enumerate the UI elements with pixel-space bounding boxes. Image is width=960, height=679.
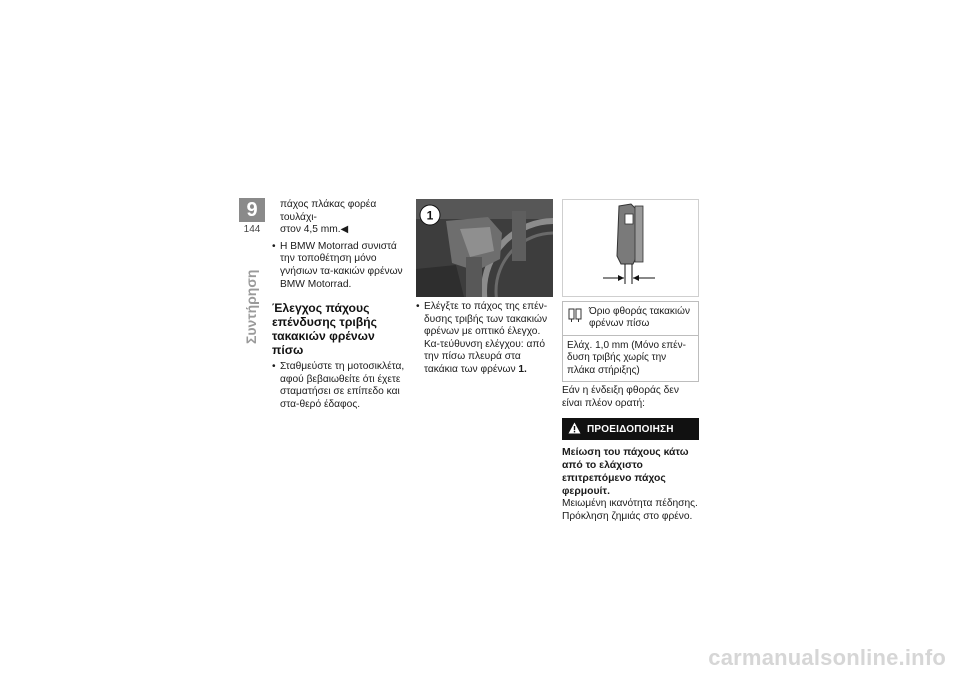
intro-text-line2: στον 4,5 mm.◀ <box>280 224 349 236</box>
wear-limit-header-row <box>563 302 698 335</box>
park-bullet: • Σταθμεύστε τη μοτοσικλέτα, αφού βεβαιωθείτε ότι έχετε σταματήσει σε επίπεδο και στα-θερό έδαφος. <box>272 361 408 411</box>
brake-pad-wear-diagram <box>562 199 699 297</box>
watermark-text: carmanualsonline.info <box>708 645 946 670</box>
warning-title: Μείωση του πάχους κάτω από το ελάχιστο επιτρεπόμενο πάχος φερμουίτ. <box>562 447 689 497</box>
warning-triangle-icon <box>568 422 581 437</box>
warning-text: Μειωμένη ικανότητα πέδησης. Πρόκληση ζημιάς στο φρένο. <box>562 498 698 522</box>
chapter-side-title: Συντήρηση <box>243 269 259 344</box>
recommend-bullet: • Η BMW Motorrad συνιστά την τοποθέτηση μόνο γνήσιων τα-κακιών φρένων BMW Motorrad. <box>272 241 408 291</box>
photo-marker-label: 1 <box>426 208 434 223</box>
warning-label: ΠΡΟΕΙΔΟΠΟΙΗΣΗ <box>587 423 674 435</box>
warning-bar <box>562 418 699 440</box>
check-bullet-ref: 1. <box>518 363 527 375</box>
check-bullet: • Ελέγξτε το πάχος της επέν-δυσης τριβής των τακακιών φρένων με οπτικό έλεγχο. Κα-τεύθυνση ελέγχου: από την πίσω πλευρά στα τακάκια των φρένων 1. <box>416 301 553 377</box>
intro-text-line1: πάχος πλάκας φορέα τουλάχι- <box>280 199 377 223</box>
brake-pad-diagram-illustration <box>563 200 698 296</box>
column-1 <box>272 199 408 412</box>
brake-caliper-photo <box>416 199 553 297</box>
wear-limit-value-row: Ελάχ. 1,0 mm (Μόνο επέν-δυση τριβής χωρίς την πλάκα στήριξης) <box>563 335 698 381</box>
wear-limit-title: Όριο φθοράς τακακιών φρένων πίσω <box>589 306 690 330</box>
after-table-text: Εάν η ένδειξη φθοράς δεν είναι πλέον ορατή: <box>562 385 679 409</box>
column-2 <box>416 199 553 377</box>
section-heading: Έλεγχος πάχους επένδυσης τριβής τακακιών φρένων πίσω <box>272 301 377 358</box>
chapter-number-badge: 9 <box>239 198 265 222</box>
brake-pad-icon <box>567 306 589 328</box>
brake-caliper-photo-illustration <box>416 199 553 297</box>
column-3 <box>562 199 699 524</box>
wear-limit-table <box>562 301 699 382</box>
page-number: 144 <box>243 224 261 235</box>
